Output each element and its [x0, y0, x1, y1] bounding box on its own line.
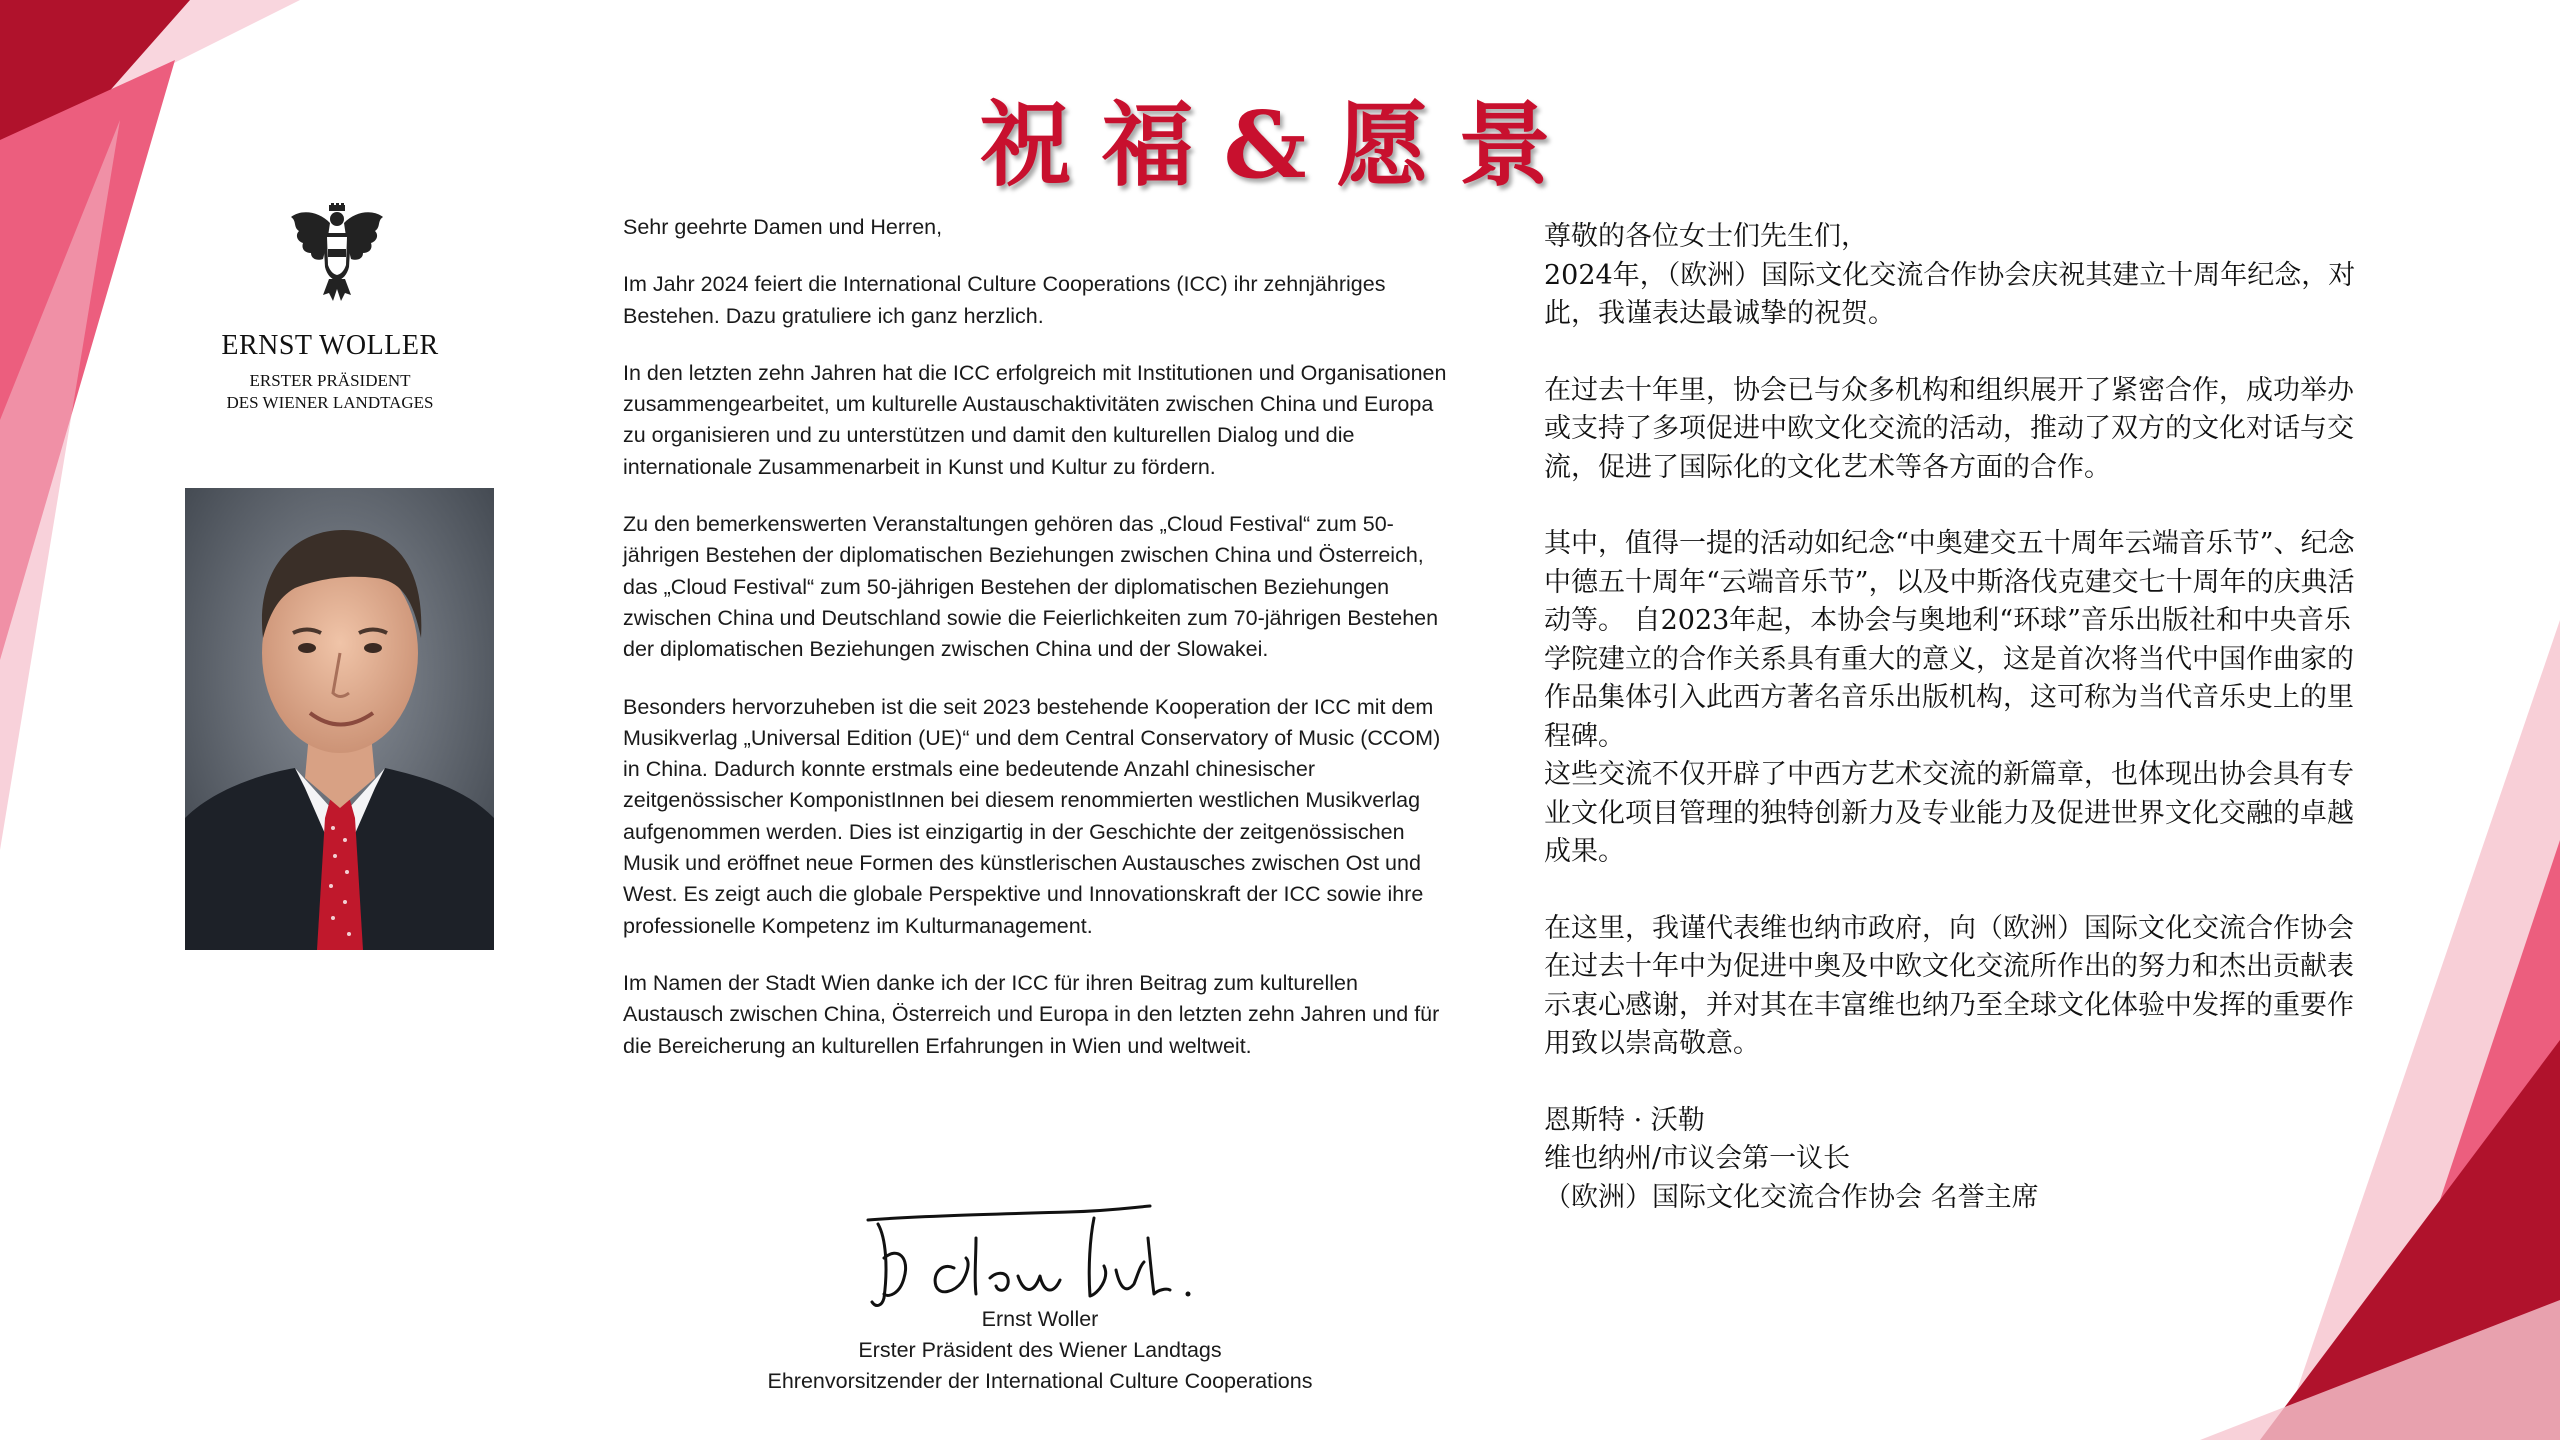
- handwritten-signature: [858, 1198, 1238, 1318]
- portrait-photo: [185, 488, 494, 950]
- letter-zh-greeting: 尊敬的各位女士们先生们，: [1544, 221, 1868, 252]
- letter-de-greeting: Sehr geehrte Damen und Herren,: [623, 215, 943, 239]
- letter-de-paragraph-3: Zu den bemerkenswerten Veranstaltungen gehören das „Cloud Festival“ zum 50-jährigen Bestehen der diplomatischen Beziehungen zwischen China und Österreich, das „Cloud Festival“ zum 50-jährigen Bestehen der diplomatischen Beziehungen zwischen China und Deutschland sowie die Feierlichkeiten zum 70-jährigen Bestehen der diplomatischen Beziehungen zwischen China und der Slowakei.: [623, 512, 1439, 662]
- letter-de-paragraph-1: Im Jahr 2024 feiert die International Culture Cooperations (ICC) ihr zehnjähriges Bestehen. Dazu gratuliere ich ganz herzlich.: [623, 272, 1386, 328]
- letter-chinese: [1544, 218, 2364, 1217]
- letter-de-paragraph-2: In den letzten zehn Jahren hat die ICC erfolgreich mit Institutionen und Organisationen zusammengearbeitet, um kulturelle Austauschaktivitäten zwischen China und Europa zu organisieren und zu unterstützen und damit den kulturellen Dialog und die internationale Zusammenarbeit in Kunst und Kultur zu fördern.: [623, 360, 1447, 479]
- letter-zh-paragraph-4: 这些交流不仅开辟了中西方艺术交流的新篇章，也体现出协会具有专业文化项目管理的独特创新力及专业能力及促进世界文化交融的卓越成果。: [1544, 759, 2354, 867]
- letter-zh-signoff: [1544, 1102, 2364, 1218]
- sender-name-block: [180, 330, 480, 414]
- signature-name: Ernst Woller: [981, 1307, 1099, 1331]
- letter-zh-sign-org: （欧洲）国际文化交流合作协会 名誉主席: [1544, 1181, 2039, 1213]
- sender-role-line-1: ERSTER PRÄSIDENT: [249, 371, 411, 390]
- letter-zh-sign-title: 维也纳州/市议会第一议长: [1544, 1143, 1851, 1174]
- letter-zh-paragraph-1: 2024年，（欧洲）国际文化交流合作协会庆祝其建立十周年纪念，对此，我谨表达最诚挚的祝贺。: [1544, 259, 2356, 329]
- letter-de-paragraph-5: Im Namen der Stadt Wien danke ich der ICC für ihren Beitrag zum kulturellen Austausch zwischen China, Österreich und Europa in den letzten zehn Jahren und für die Bereicherung an kulturellen Erfahrungen in Wien und weltweit.: [623, 970, 1440, 1058]
- page-title: 祝福&愿景: [979, 91, 1581, 199]
- letter-de-paragraph-4: Besonders hervorzuheben ist die seit 2023 bestehende Kooperation der ICC mit dem Musikverlag „Universal Edition (UE)“ und dem Central Conservatory of Music (CCOM) in China. Dadurch konnte erstmals eine bedeutende Anzahl chinesischer zeitgenössischer KomponistInnen bei diesem renommierten westlichen Musikverlag aufgenommen werden. Dies ist einzigartig in der Geschichte der zeitgenössischen Musik und eröffnet neue Formen des künstlerischen Austausches zwischen Ost und West. Es zeigt auch die globale Perspektive und Innovationskraft der ICC sowie ihre professionelle Kompetenz im Kulturmanagement.: [623, 694, 1441, 938]
- letter-zh-paragraph-3: 其中，值得一提的活动如纪念“中奥建交五十周年云端音乐节”、纪念中德五十周年“云端音乐节”，以及中斯洛伐克建交七十周年的庆典活动等。 自2023年起，本协会与奥地利“环球”音乐出版社和中央音乐学院建立的合作关系具有重大的意义，这是首次将当代中国作曲家的作品集体引入此西方著名音乐出版机构，这可称为当代音乐史上的里程碑。: [1544, 528, 2355, 752]
- austrian-eagle-crest-icon: [289, 203, 385, 303]
- signature-title-1: Erster Präsident des Wiener Landtags: [858, 1338, 1222, 1362]
- sender-name: ERNST WOLLER: [221, 330, 439, 361]
- letter-zh-sign-name: 恩斯特 · 沃勒: [1544, 1104, 1705, 1136]
- letter-zh-paragraph-2: 在过去十年里，协会已与众多机构和组织展开了紧密合作，成功举办或支持了多项促进中欧文化交流的活动，推动了双方的文化对话与交流，促进了国际化的文化艺术等各方面的合作。: [1544, 374, 2354, 483]
- letter-zh-paragraph-5: 在这里，我谨代表维也纳市政府，向（欧洲）国际文化交流合作协会在过去十年中为促进中奥及中欧文化交流所作出的努力和杰出贡献表示衷心感谢，并对其在丰富维也纳乃至全球文化体验中发挥的重要作用致以崇高敬意。: [1544, 912, 2354, 1059]
- sender-role-line-2: DES WIENER LANDTAGES: [226, 393, 434, 412]
- signature-caption: [700, 1304, 1380, 1397]
- letter-german: [623, 212, 1453, 1088]
- signature-title-2: Ehrenvorsitzender der International Culture Cooperations: [767, 1369, 1313, 1393]
